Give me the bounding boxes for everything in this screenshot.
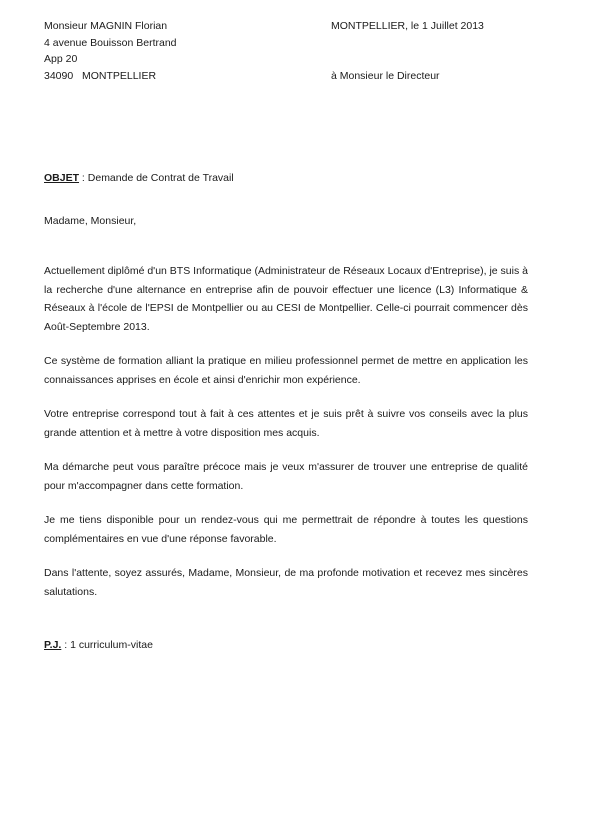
body-paragraph: Ma démarche peut vous paraître précoce mais je veux m'assurer de trouver une entreprise de qualité pour m'accompagner dans cette formation. — [44, 461, 528, 492]
attachments-label: P.J. — [44, 639, 62, 652]
sender-address-line: 34090 MONTPELLIER — [44, 69, 157, 82]
recipient-block — [331, 18, 551, 84]
letter-header — [44, 18, 528, 100]
body-paragraph: Actuellement diplômé d'un BTS Informatique (Administrateur de Réseaux Locaux d'Entreprise), je suis à la recherche d'une alternance en entreprise afin de pouvoir effectuer une licence (L3) Informatique & Réseaux à l'école de l'EPSI de Montpellier ou au CESI de Montpellier. Celle-ci pourrait commencer dès Août-Septembre 2013. — [44, 265, 528, 333]
body-paragraph: Ce système de formation alliant la pratique en milieu professionnel permet de mettre en application les connaissances apprises en école et ainsi d'enrichir mon expérience. — [44, 355, 528, 386]
subject-line — [44, 170, 528, 187]
sender-address-line: Monsieur MAGNIN Florian — [44, 20, 168, 32]
letter-body — [44, 262, 528, 601]
sender-address-line: 4 avenue Bouisson Bertrand — [44, 36, 177, 49]
attachments-line — [44, 637, 528, 654]
salutation: Madame, Monsieur, — [44, 214, 137, 227]
subject-text: : Demande de Contrat de Travail — [79, 172, 234, 184]
sender-address-line: App 20 — [44, 53, 78, 66]
letter-content — [44, 18, 528, 654]
attachments-text: : 1 curriculum-vitae — [61, 639, 153, 652]
body-paragraph: Votre entreprise correspond tout à fait à ces attentes et je suis prêt à suivre vos conseils avec la plus grande attention et à mettre à votre disposition mes acquis. — [44, 408, 528, 439]
subject-label: OBJET — [44, 172, 80, 184]
place-and-date: MONTPELLIER, le 1 Juillet 2013 — [331, 20, 484, 32]
addressee-line: à Monsieur le Directeur — [331, 69, 440, 82]
body-paragraph: Je me tiens disponible pour un rendez-vous qui me permettrait de répondre à toutes les questions complémentaires en vue d'une réponse favorable. — [44, 514, 528, 545]
sender-address-block — [44, 18, 344, 84]
body-paragraph: Dans l'attente, soyez assurés, Madame, Monsieur, de ma profonde motivation et recevez mes sincères salutations. — [44, 567, 528, 598]
